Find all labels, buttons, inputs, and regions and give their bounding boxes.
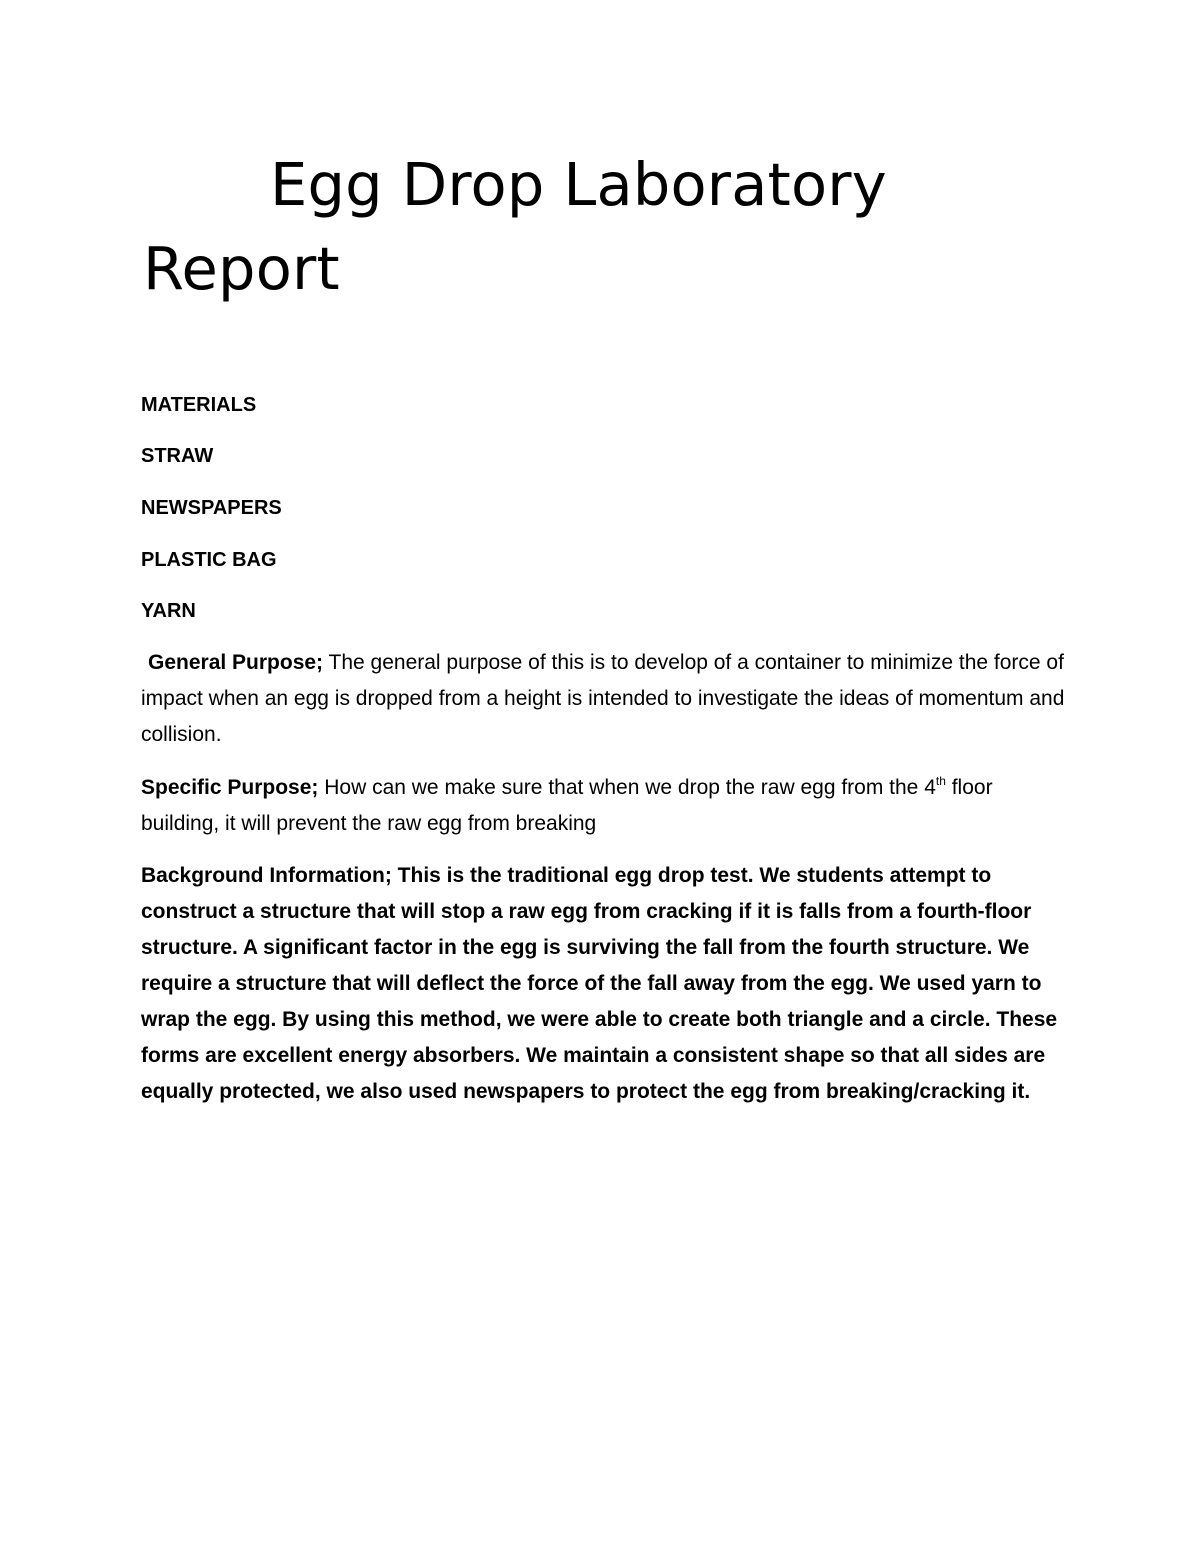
ordinal-superscript: th — [935, 774, 946, 788]
general-purpose-label: General Purpose; — [148, 651, 324, 674]
materials-heading: MATERIALS — [141, 394, 257, 416]
specific-purpose-text-after: floor building, it will prevent the raw egg from breaking — [141, 776, 993, 835]
specific-purpose-label: Specific Purpose; — [141, 776, 319, 799]
general-purpose-text: The general purpose of this is to develop of a container to minimize the force of impact when an egg is dropped from a height is intended to investigate the ideas of momentum and collision. — [141, 651, 1065, 746]
material-item-plastic-bag: PLASTIC BAG — [141, 549, 277, 571]
general-purpose-paragraph — [141, 645, 1066, 753]
background-label: Background Information; — [141, 864, 392, 887]
material-item-yarn: YARN — [141, 600, 196, 622]
background-text: This is the traditional egg drop test. We students attempt to construct a structure that will stop a raw egg from cracking if it is falls from a fourth-floor structure. A significant factor in the egg is surviving the fall from the fourth structure. We require a structure that will deflect the force of the fall away from the egg. We used yarn to wrap the egg. By using this method, we were able to create both triangle and a circle. These forms are excellent energy absorbers. We maintain a consistent shape so that all sides are equally protected, we also used newspapers to protect the egg from breaking/cracking it. — [141, 864, 1058, 1103]
document-title: Egg Drop Laboratory Report — [143, 150, 887, 303]
specific-purpose-text-before: How can we make sure that when we drop the raw egg from the 4 — [318, 776, 936, 799]
material-item-newspapers: NEWSPAPERS — [141, 497, 282, 519]
background-paragraph — [141, 858, 1066, 1110]
material-item-straw: STRAW — [141, 445, 214, 467]
specific-purpose-paragraph — [141, 770, 1066, 842]
